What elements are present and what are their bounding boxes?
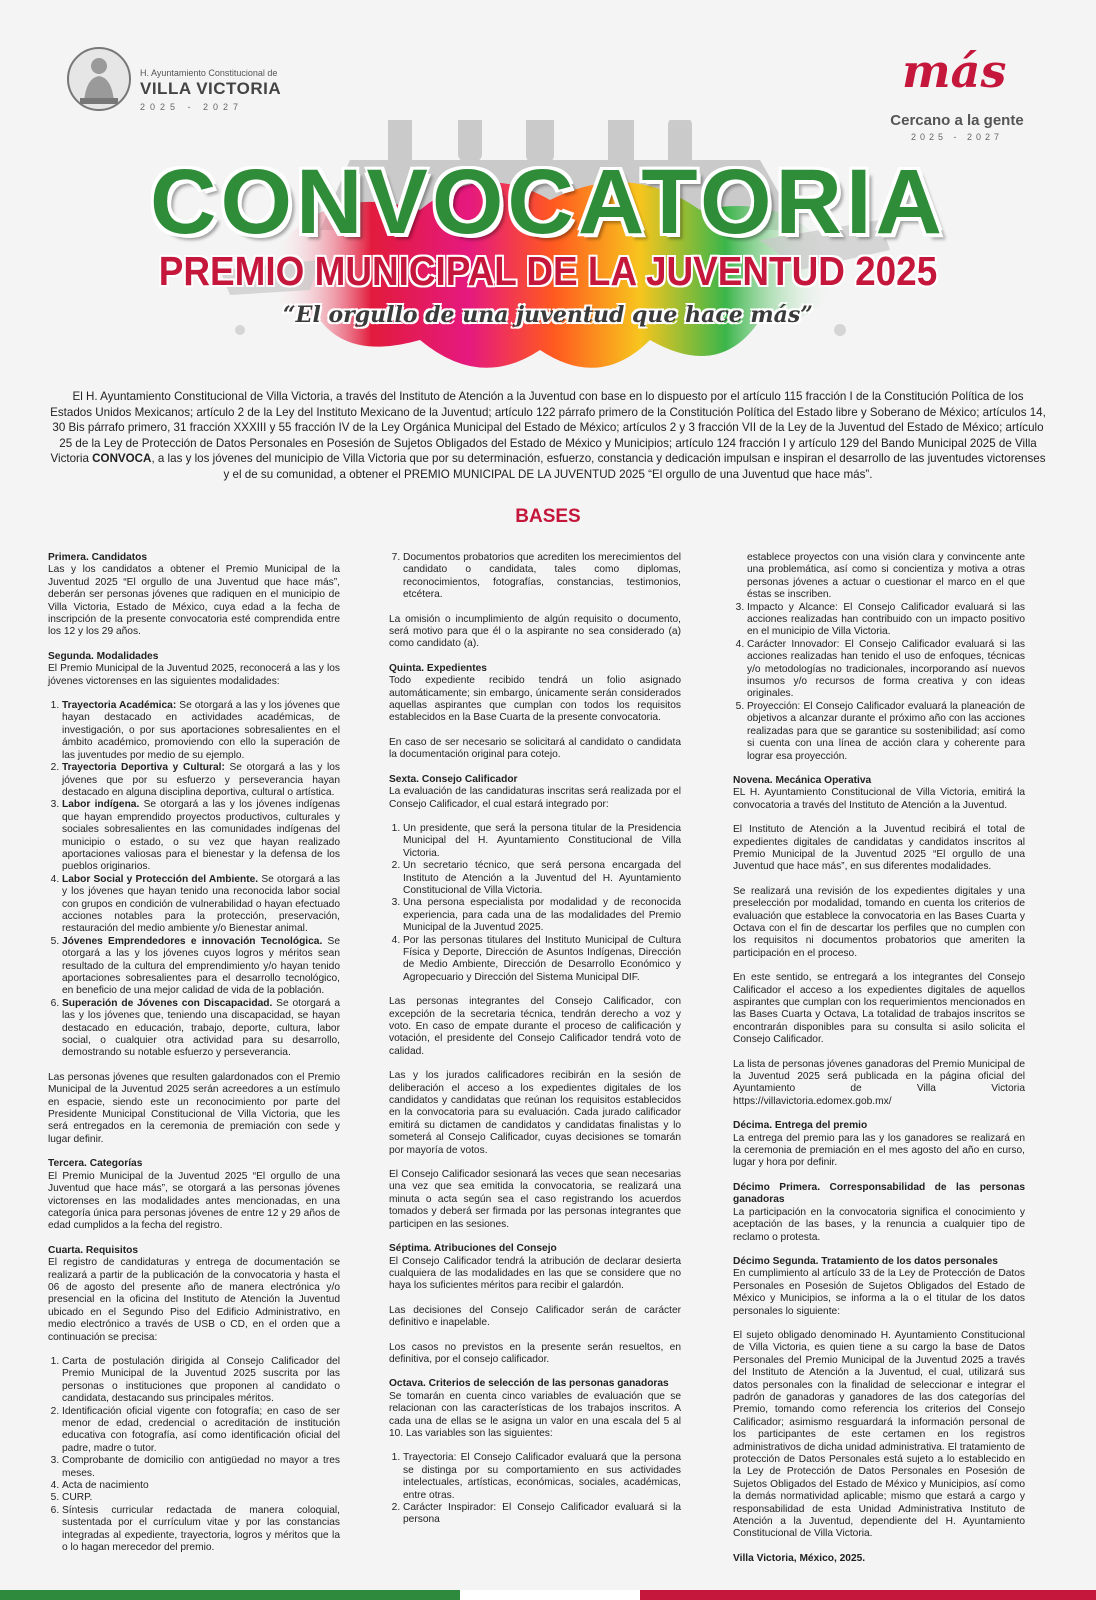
section-heading: Séptima. Atribuciones del Consejo bbox=[389, 1243, 557, 1255]
item-text: Se otorgará a las y los jóvenes que hayan destacado en actividades académicas, de investigación, o por sus aportaciones sobresalientes en el ámbito académico, promoviendo con ello la superación de las juventudes por medio de su ejemplo. bbox=[62, 700, 340, 761]
intro-part2: , a las y los jóvenes del municipio de Villa Victoria que por su determinación, esfuerzo, constancia y dedicación impulsan e inspiran el desarrollo de las juventudes victorenses y el de su comunidad, a obtener el PREMIO MUNICIPAL DE LA JUVENTUD 2025 “El orgullo de una Juventud que hace más”. bbox=[151, 452, 1046, 481]
intro-part1: El H. Ayuntamiento Constitucional de Villa Victoria, a través del Instituto de Atención a la Juventud con base en lo dispuesto por el artículo 115 fracción I de la Constitución Política de los Estados Unidos Mexicanos; artículo 2 de la Ley del Instituto Mexicano de la Juventud; artículo 122 párrafo primero de la Constitución Política del Estado libre y Soberano de México; artículos 14, 30 Bis párrafo primero, 31 fracción XXXIII y 55 fracción IV de la Ley Orgánica Municipal del Estado de México; artículos 2 y 3 fracción VII de la Ley de la Juventud del Estado de México; artículo 25 de la Ley de Protección de Datos Personales en Posesión de Sujetos Obligados del Estado de México y Municipios; artículo 124 fracción I y artículo 129 del Bando Municipal 2025 de Villa Victoria bbox=[50, 390, 1046, 466]
slogan: “El orgullo de una juventud que hace más” bbox=[283, 302, 813, 328]
item-title: Labor indígena. bbox=[62, 799, 140, 811]
section-text: El sujeto obligado denominado H. Ayuntamiento Constitucional de Villa Victoria, es quien tiene a su cargo la base de Datos Personales del Premio Municipal de la Juventud 2025 a través del Instituto de Atención a la Juventud, el cual, utilizará sus datos personales con la finalidad de seleccionar e integrar el padrón de ganadoras y ganadores de las dos categorías del Premio, tomando como referencia los criterios del Consejo Calificador; asimismo resguardará la información personal de los participantes de este certamen en los registros administrativos de dicha unidad administrativa. El tratamiento de protección de Datos Personales está sujeto a lo establecido en la Ley de Protección de Datos Personales en Posesión de Sujetos Obligados del Estado de México y Municipios, así como la demás normatividad aplicable; mismo que estará a cargo y responsabilidad de esta Unidad Administrativa Instituto de Atención a la Juventud, dependiente del H. Ayuntamiento Constitucional de Villa Victoria. bbox=[733, 1329, 1025, 1540]
section-text: Las y los candidatos a obtener el Premio Municipal de la Juventud 2025 “El orgullo de una Juventud que hace más”, deberán ser personas jóvenes que radiquen en el municipio de Villa Victoria, Estado de México, cuya edad a la fecha de inscripción de la presente convocatoria esté comprendida entre los 12 y los 29 años. bbox=[48, 564, 340, 638]
item-title: Jóvenes Emprendedores e innovación Tecnológica. bbox=[62, 935, 323, 947]
item-text: Se otorgará a las y los jóvenes indígenas que hayan emprendido proyectos productivos, culturales y sociales sobresalientes en las comunidades indígenas del municipio o estado, o su vez que hayan realizado aportaciones valiosas para el bienestar y la defensa de los pueblos originarios. bbox=[62, 799, 340, 873]
list-item: 4. Por las personas titulares del Instituto Municipal de Cultura Física y Deporte, Dirección de Asuntos Indígenas, Dirección de Medio Ambiente, Dirección de Desarrollo Económico y Agropecuario y Dirección del Sistema Municipal DIF. bbox=[403, 935, 681, 985]
section-text: Todo expediente recibido tendrá un folio asignado automáticamente; sin embargo, únicamente serán considerados aquellas aspirantes que cumplan con todos los requisitos establecidos en la Base Cuarta de la presente convocatoria. bbox=[389, 675, 681, 724]
section-text: El Premio Municipal de la Juventud 2025 “El orgullo de una Juventud que hace más”, se otorgará a las personas jóvenes victorenses en las modalidades antes mencionadas, en una categoría única para personas jóvenes de entre 12 y 29 años de edad cumplidos a la fecha del registro. bbox=[48, 1170, 340, 1232]
column-3 bbox=[733, 552, 1025, 1565]
section-text: Las y los jurados calificadores recibirán en la sesión de deliberación el acceso a los expedientes digitales de los candidatos y candidatas que reúnan los requisitos establecidos en la convocatoria para su evaluación. Cada jurado calificador emitirá su dictamen de candidatos y candidatas finalistas y lo someterá al Consejo Calificador, cuyas decisiones se tomarán por mayoría de votos. bbox=[389, 1070, 681, 1156]
intro-paragraph bbox=[50, 389, 1046, 483]
list-item: 3. Impacto y Alcance: El Consejo Calificador evaluará si las acciones realizadas han contribuido con un impacto positivo en el municipio de Villa Victoria. bbox=[747, 602, 1025, 639]
section-text: El Consejo Calificador sesionará las veces que sean necesarias una vez que sea emitida la convocatoria, se realizará una minuta o acta según sea el caso registrando los acuerdos tomados y deberá ser firmada por las personas integrantes que participen en las sesiones. bbox=[389, 1169, 681, 1230]
list-item bbox=[62, 936, 340, 998]
item-title: Superación de Jóvenes con Discapacidad. bbox=[62, 997, 273, 1009]
modalidades-list bbox=[48, 700, 340, 1060]
criterios-list bbox=[389, 1452, 681, 1526]
list-item: 5. Proyección: El Consejo Calificador evaluará la planeación de objetivos a alcanzar durante el próximo año con las acciones realizadas para que se garantice su sostenibilidad; así como si cuenta con una línea de acción clara y coherente para lograr esa proyección. bbox=[747, 701, 1025, 763]
list-item: 2. Identificación oficial vigente con fotografía; en caso de ser menor de edad, credencial o acreditación de institución educativa con fotografía, así como identificación oficial del padre, madre o tutor. bbox=[62, 1406, 340, 1456]
bottom-flag-stripe bbox=[0, 1590, 1096, 1600]
section-heading: Décimo Primera. Corresponsabilidad de las personas ganadoras bbox=[733, 1181, 1025, 1206]
list-item: 2. Carácter Inspirador: El Consejo Calificador evaluará si la persona bbox=[403, 1502, 681, 1527]
section-text: El Premio Municipal de la Juventud 2025, reconocerá a las y los jóvenes victorenses en las siguientes modalidades: bbox=[48, 663, 340, 687]
column-2 bbox=[389, 552, 681, 1527]
item-text: Se otorgará a las y los jóvenes cuyos logros y méritos sean resultado de la cultura del emprendimiento y/o hayan tenido aportaciones sobresalientes para el desarrollo tecnológico, en beneficio de una mejor calidad de vida de la población. bbox=[62, 935, 341, 997]
requisitos-list bbox=[48, 1356, 340, 1555]
section-text: La participación en la convocatoria significa el conocimiento y aceptación de las bases, y la renuncia a cualquier tipo de reclamo o protesta. bbox=[733, 1206, 1025, 1243]
column-1 bbox=[48, 552, 340, 1554]
section-text: Se tomarán en cuenta cinco variables de evaluación que se relacionan con las características de los trabajos inscritos. A cada una de ellas se le asigna un valor en una escala del 5 al 10. Las variables son las siguientes: bbox=[389, 1390, 681, 1439]
section-text: En caso de ser necesario se solicitará al candidato o candidata la documentación original para cotejo. bbox=[389, 736, 681, 761]
section-text: En cumplimiento al artículo 33 de la Ley de Protección de Datos Personales en Posesión de Sujetos Obligados del Estado de México y Municipios, se informa a la o el titular de los datos personales lo siguiente: bbox=[733, 1268, 1025, 1317]
list-item bbox=[62, 998, 340, 1060]
list-item: 5. CURP. bbox=[62, 1492, 340, 1504]
list-item: 7. Documentos probatorios que acrediten los merecimientos del candidato o candidata, tales como diplomas, reconocimientos, fotografías, constancias, testimonios, etcétera. bbox=[403, 552, 681, 602]
intro-convoca: CONVOCA bbox=[92, 452, 152, 466]
item-title: Trayectoria Deportiva y Cultural: bbox=[62, 762, 225, 774]
list-item: 4. Carácter Innovador: El Consejo Calificador evaluará si las acciones realizadas han tenido el uso de enfoques, técnicas y/o metodologías no tradicionales, incorporando así nuevos insumos y/o recursos de forma creativa y con ideas originales. bbox=[747, 639, 1025, 701]
item-text: Se otorgará a las y los jóvenes que, teniendo una discapacidad, se hayan destacado en educación, trabajo, deporte, cultura, labor social, o cualquier otra actividad para su desarrollo, demostrando su notable esfuerzo y perseverancia. bbox=[62, 997, 341, 1059]
list-item: 6. Síntesis curricular redactada de manera coloquial, sustentada por el currículum vitae y por las constancias integradas al expediente, trayectoria, logros y méritos que la o lo hagan merecedor del premio. bbox=[62, 1505, 340, 1555]
section-heading: Sexta. Consejo Calificador bbox=[389, 773, 518, 785]
item-text: Se otorgará a las y los jóvenes que hayan tenido una reconocida labor social con grupos en condición de vulnerabilidad o hayan efectuado acciones notables para la protección, preservación, restauración del medio ambiente y/o Bienestar animal. bbox=[62, 873, 340, 935]
section-heading: Cuarta. Requisitos bbox=[48, 1244, 139, 1256]
list-item: 2. Un secretario técnico, que será persona encargada del Instituto de Atención a la Juventud del H. Ayuntamiento Constitucional de Villa Victoria. bbox=[403, 860, 681, 897]
signature-place-date: Villa Victoria, México, 2025. bbox=[733, 1552, 866, 1564]
consejo-list bbox=[389, 823, 681, 984]
section-heading: Tercera. Categorías bbox=[48, 1158, 143, 1170]
list-item bbox=[62, 799, 340, 873]
subtitle: PREMIO MUNICIPAL DE LA JUVENTUD 2025 bbox=[158, 248, 938, 294]
section-text: EL H. Ayuntamiento Constitucional de Villa Victoria, emitirá la convocatoria a través del Instituto de Atención a la Juventud. bbox=[733, 787, 1025, 811]
logo-left-years: 2025 - 2027 bbox=[140, 102, 244, 112]
section-text: Las personas jóvenes que resulten galardonados con el Premio Municipal de la Juventud 2025 serán acreedores a un estímulo en espacie, siendo este un reconocimiento por parte del Presidente Municipal Constitucional de Villa Victoria, que les será entregados en la ceremonia de premiación con sede y lugar definir. bbox=[48, 1071, 340, 1145]
criterios-list-cont bbox=[733, 602, 1025, 763]
list-item: 1. Carta de postulación dirigida al Consejo Calificador del Premio Municipal de la Juventud 2025 suscrita por las personas o instituciones que proponen al candidato o candidata, destacando sus principales méritos. bbox=[62, 1356, 340, 1406]
section-text: Las decisiones del Consejo Calificador serán de carácter definitivo e inapelable. bbox=[389, 1304, 681, 1329]
section-text: La entrega del premio para las y los ganadores se realizará en la ceremonia de premiación en el mes agosto del año en curso, lugar y hora por definir. bbox=[733, 1132, 1025, 1169]
section-text: Las personas integrantes del Consejo Calificador, con excepción de la secretaria técnica, tendrán derecho a voz y voto. En caso de empate durante el proceso de calificación y votación, el presidente del Consejo Calificador tendrá voto de calidad. bbox=[389, 996, 681, 1057]
logo-right-tagline: Cercano a la gente bbox=[890, 112, 1024, 129]
item-title: Trayectoria Académica: bbox=[62, 700, 177, 712]
section-text: El Instituto de Atención a la Juventud recibirá el total de expedientes digitales de candidatas y candidatos inscritos al Premio Municipal de la Juventud 2025 “El orgullo de una Juventud que hace más”, en sus diferentes modalidades. bbox=[733, 824, 1025, 873]
list-item bbox=[62, 762, 340, 799]
section-heading: Segunda. Modalidades bbox=[48, 650, 159, 662]
requisitos-list-cont bbox=[389, 552, 681, 602]
section-text: La evaluación de las candidaturas inscritas será realizada por el Consejo Calificador, el cual estará integrado por: bbox=[389, 786, 681, 810]
section-text: establece proyectos con una visión clara y convincente ante una problemática, así como si concientiza y motiva a otras personas jóvenes a actuar o cuestionar el marco en el que éstas se inscriben. bbox=[747, 552, 1025, 601]
section-text: La omisión o incumplimiento de algún requisito o documento, será motivo para que él o la aspirante no sea considerado (a) como candidato (a). bbox=[389, 613, 681, 650]
section-heading: Décimo Segunda. Tratamiento de los datos personales bbox=[733, 1255, 998, 1267]
section-text: El registro de candidaturas y entrega de documentación se realizará a partir de la publicación de la convocatoria y hasta el 06 de agosto del presente año de manera electrónica y/o presencial en la oficina del Instituto de Atención la Juventud ubicado en el Segundo Piso del Edificio Administrativo, en medio electrónico a través de USB o CD, en el orden que a continuación se precisa: bbox=[48, 1257, 340, 1343]
list-item: 1. Un presidente, que será la persona titular de la Presidencia Municipal del H. Ayuntamiento Constitucional de Villa Victoria. bbox=[403, 823, 681, 860]
section-text: El Consejo Calificador tendrá la atribución de declarar desierta cualquiera de las modalidades en las que se considere que no haya los suficientes méritos para recibir el galardón. bbox=[389, 1255, 681, 1292]
main-title: CONVOCATORIA bbox=[150, 151, 946, 253]
section-text: Los casos no previstos en la presente serán resueltos, en definitiva, por el consejo calificador. bbox=[389, 1341, 681, 1365]
logo-left-name: VILLA VICTORIA bbox=[140, 79, 282, 98]
mas-logo bbox=[872, 44, 1042, 144]
item-text: Se otorgará a las y los jóvenes que por su esfuerzo y perseverancia hayan destacado en alguna disciplina deportiva, cultural o artística. bbox=[62, 762, 340, 798]
stripe-red bbox=[640, 1590, 1096, 1600]
section-heading: Novena. Mecánica Operativa bbox=[733, 774, 872, 786]
section-heading: Primera. Candidatos bbox=[48, 552, 148, 563]
mas-wordmark: más bbox=[902, 44, 1007, 98]
list-item bbox=[62, 700, 340, 762]
section-heading: Quinta. Expedientes bbox=[389, 662, 487, 674]
villa-victoria-logo bbox=[66, 44, 316, 114]
bases-heading: BASES bbox=[515, 506, 581, 527]
stripe-green bbox=[0, 1590, 460, 1600]
list-item bbox=[62, 874, 340, 936]
section-text: En este sentido, se entregará a los integrantes del Consejo Calificador el acceso a los expedientes digitales de aquellos aspirantes que cumplan con los requerimientos mencionados en las Bases Cuarta y Octava, La totalidad de trabajos inscritos se encontrarán disponibles para su consulta si asilo solicita el Consejo Calificador. bbox=[733, 972, 1025, 1046]
list-item: 1. Trayectoria: El Consejo Calificador evaluará que la persona se distinga por su comportamiento en sus actividades intelectuales, artísticas, económicas, sociales, académicas, entre otras. bbox=[403, 1452, 681, 1502]
logo-right-years: 2025 - 2027 bbox=[910, 132, 1004, 142]
list-item: 4. Acta de nacimiento bbox=[62, 1480, 340, 1492]
section-text: La lista de personas jóvenes ganadoras del Premio Municipal de la Juventud 2025 será publicada en la página oficial del Ayuntamiento de Villa Victoria https://villavictoria.edomex.gob.mx/ bbox=[733, 1058, 1025, 1107]
section-text: Se realizará una revisión de los expedientes digitales y una preselección por modalidad, tomando en cuenta los criterios de evaluación que establece la convocatoria en las Bases Cuarta y Octava con el fin de descartar los perfiles que no cumplen con los requisitos ni documentos probatorios que ameriten la participación en el proceso. bbox=[733, 885, 1025, 959]
section-heading: Octava. Criterios de selección de las personas ganadoras bbox=[389, 1378, 669, 1390]
section-heading: Décima. Entrega del premio bbox=[733, 1120, 868, 1132]
list-item: 3. Comprobante de domicilio con antigüedad no mayor a tres meses. bbox=[62, 1455, 340, 1480]
municipal-crest-icon bbox=[66, 44, 132, 114]
list-item: 3. Una persona especialista por modalidad y de reconocida experiencia, para cada una de las modalidades del Premio Municipal de la Juventud 2025. bbox=[403, 897, 681, 934]
stripe-white bbox=[460, 1590, 640, 1600]
item-title: Labor Social y Protección del Ambiente. bbox=[62, 873, 259, 885]
logo-left-line1: H. Ayuntamiento Constitucional de bbox=[140, 68, 278, 78]
